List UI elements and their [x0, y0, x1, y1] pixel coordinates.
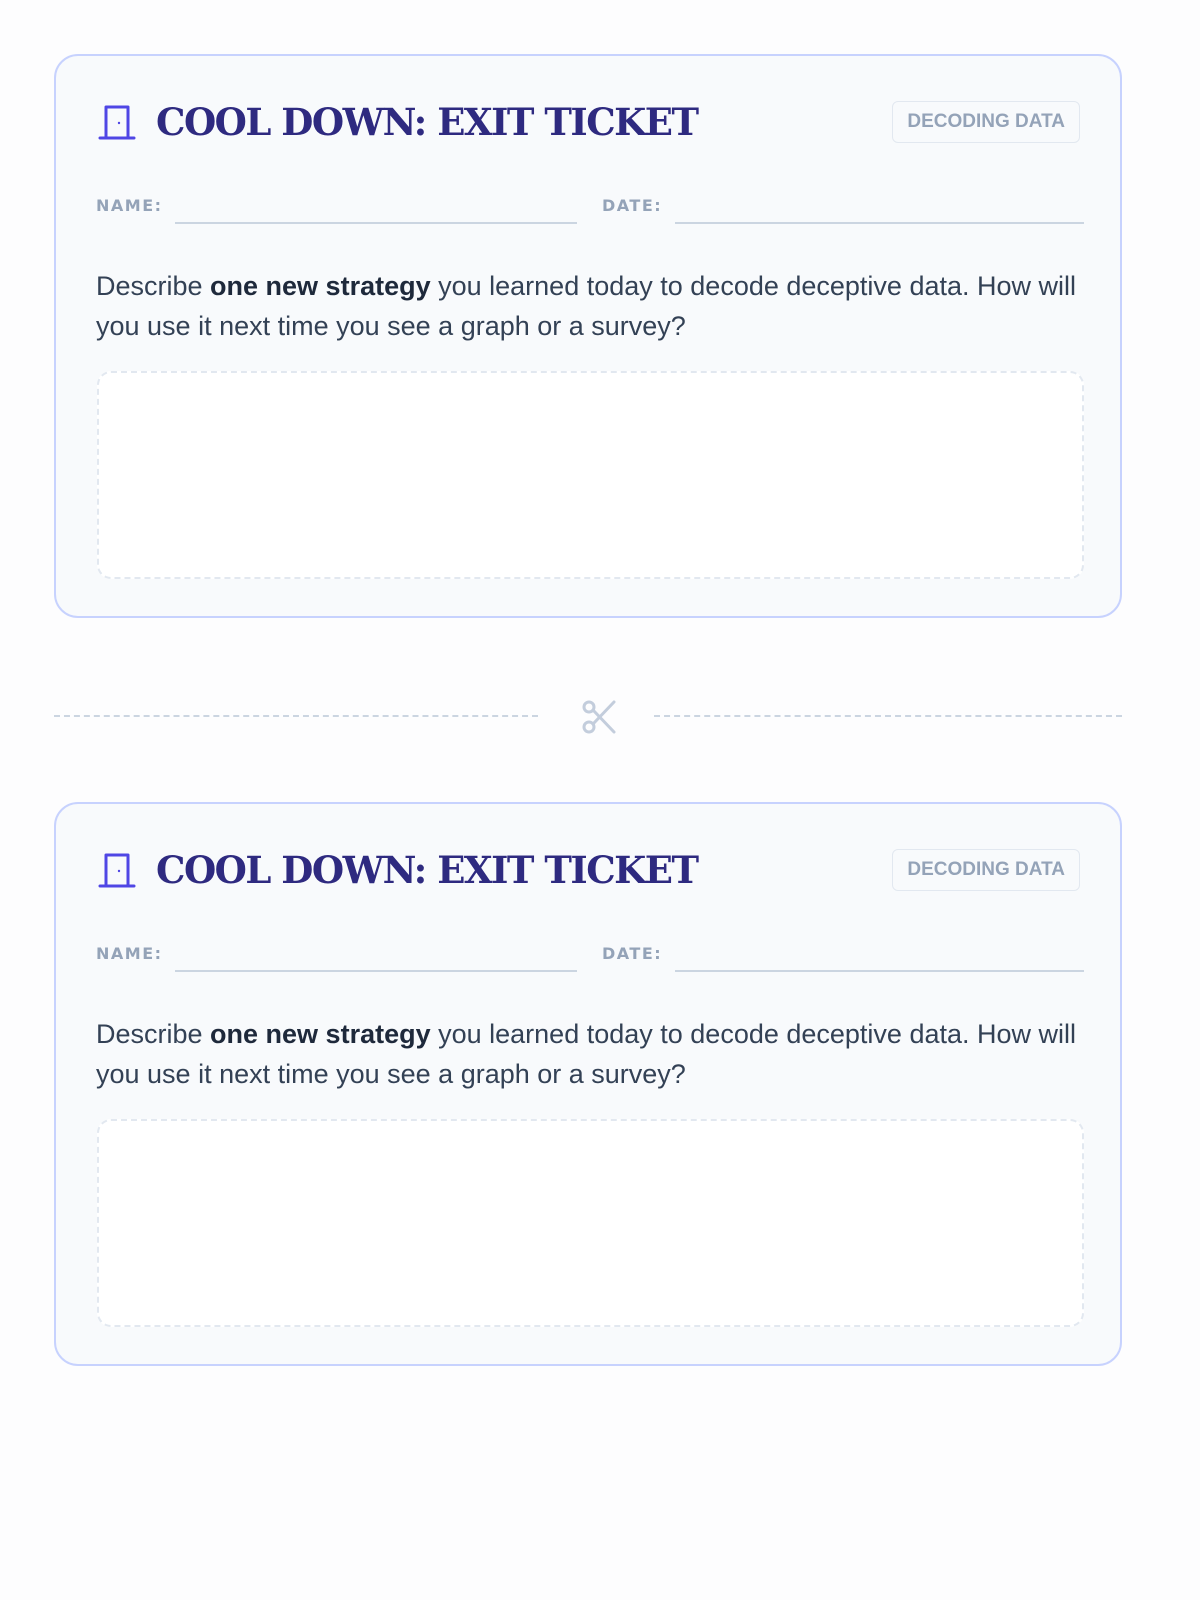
name-field[interactable] [175, 222, 577, 224]
door-icon [98, 852, 136, 888]
cut-line [654, 715, 1122, 717]
prompt-emphasis: one new strategy [210, 1019, 431, 1049]
prompt-emphasis: one new strategy [210, 271, 431, 301]
question-prompt [96, 266, 1086, 346]
date-field[interactable] [675, 970, 1084, 972]
exit-ticket-card [54, 54, 1122, 618]
name-label: NAME: [96, 196, 163, 215]
ticket-title: COOL DOWN: EXIT TICKET [156, 848, 698, 892]
name-field[interactable] [175, 970, 577, 972]
topic-badge: DECODING DATA [892, 101, 1080, 143]
prompt-text: you learned today to decode deceptive data. How will you use it next time you see a graph or a survey? [96, 271, 1077, 341]
exit-ticket-card [54, 802, 1122, 1366]
door-icon [98, 104, 136, 140]
question-prompt [96, 1014, 1086, 1094]
answer-box[interactable] [97, 1119, 1084, 1327]
prompt-text: Describe [96, 1019, 211, 1049]
scissors-icon [580, 697, 620, 737]
prompt-text: you learned today to decode deceptive data. How will you use it next time you see a graph or a survey? [96, 1019, 1077, 1089]
date-label: DATE: [602, 944, 663, 963]
name-label: NAME: [96, 944, 163, 963]
date-label: DATE: [602, 196, 663, 215]
date-field[interactable] [675, 222, 1084, 224]
prompt-text: Describe [96, 271, 211, 301]
answer-box[interactable] [97, 371, 1084, 579]
ticket-title: COOL DOWN: EXIT TICKET [156, 100, 698, 144]
cut-line [54, 715, 538, 717]
topic-badge: DECODING DATA [892, 849, 1080, 891]
